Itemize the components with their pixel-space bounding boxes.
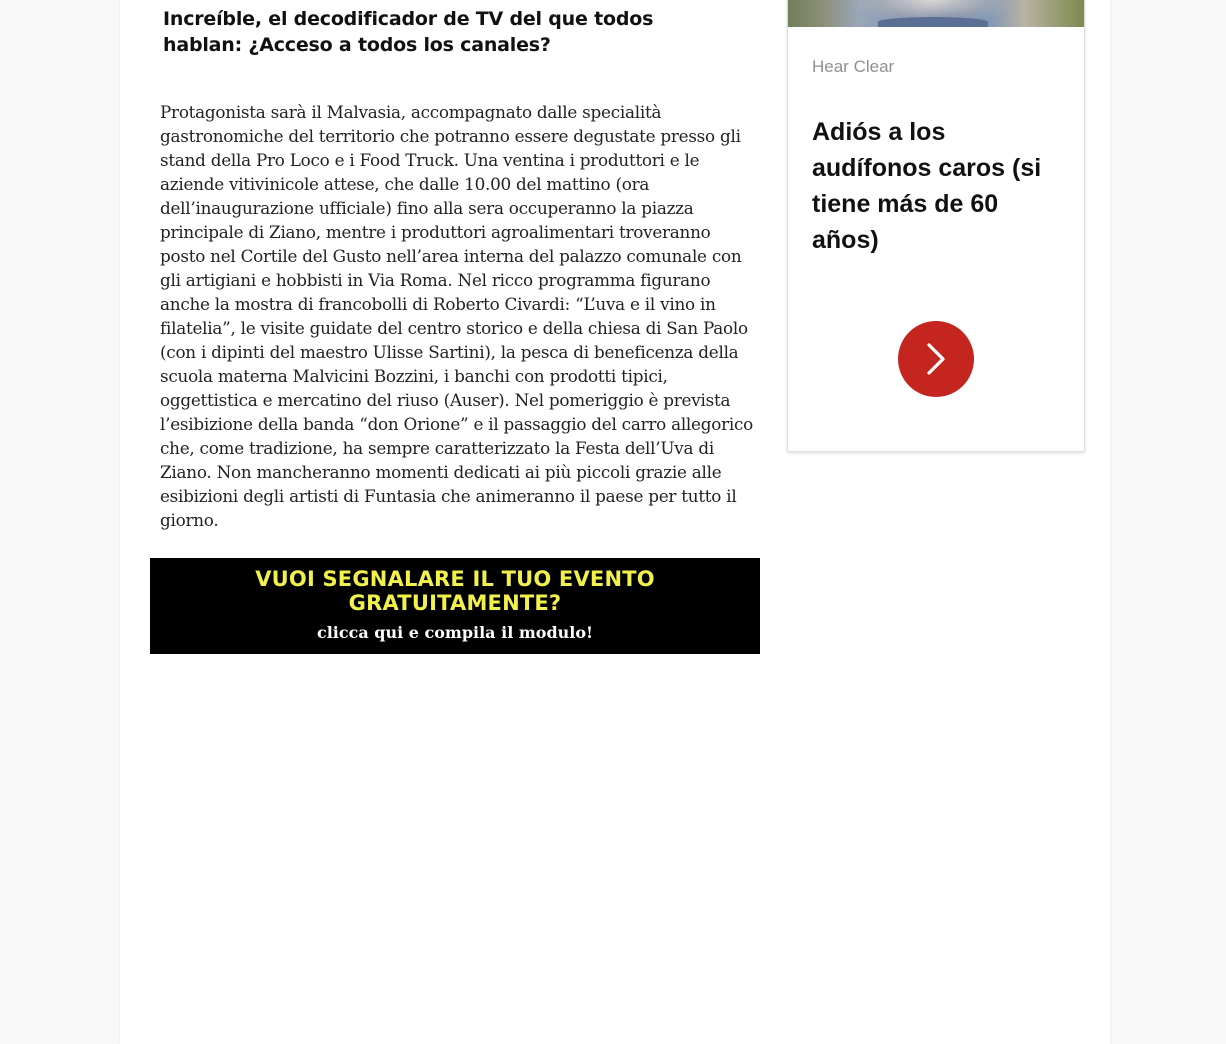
submit-event-banner[interactable] xyxy=(150,558,760,654)
promo-link-title[interactable]: Increíble, el decodificador de TV del que todos hablan: ¿Acceso a todos los canales? xyxy=(163,8,654,56)
sidebar-ad-card[interactable] xyxy=(787,0,1085,452)
ad-next-button[interactable] xyxy=(898,321,974,397)
page-container xyxy=(120,0,1110,1044)
ad-sponsor-label: Hear Clear xyxy=(812,57,895,76)
event-banner-headline: VUOI SEGNALARE IL TUO EVENTO GRATUITAMENTE? xyxy=(255,567,655,615)
ad-photo-shirt xyxy=(878,17,988,27)
event-banner-subline: clicca qui e compila il modulo! xyxy=(316,623,594,642)
article-body-paragraph: Protagonista sarà il Malvasia, accompagnato dalle specialità gastronomiche del territorio che potranno essere degustate presso gli stand della Pro Loco e i Food Truck. Una ventina i produttori e le aziende vitivinicole attese, che dalle 10.00 del mattino (ora dell’inaugurazione ufficiale) fino alla sera occuperanno la piazza principale di Ziano, mentre i produttori agroalimentari troveranno posto nel Cortile del Gusto nell’area interna del palazzo comunale con gli artigiani e hobbisti in Via Roma. Nel ricco programma figurano anche la mostra di francobolli di Roberto Civardi: “L’uva e il vino in filatelia”, le visite guidate del centro storico e della chiesa di San Paolo (con i dipinti del maestro Ulisse Sartini), la pesca di beneficenza della scuola materna Malvicini Bozzini, i banchi con prodotti tipici, oggettistica e mercatino del riuso (Auser). Nel pomeriggio è prevista l’esibizione della banda “don Orione” e il passaggio del carro allegorico che, come tradizione, ha sempre caratterizzato la Festa dell’Uva di Ziano. Non mancheranno momenti dedicati ai più piccoli grazie alle esibizioni degli artisti di Funtasia che animeranno il paese per tutto il giorno. xyxy=(160,102,753,530)
ad-headline[interactable]: Adiós a los audífonos caros (si tiene más de 60 años) xyxy=(812,118,1042,254)
chevron-right-icon xyxy=(920,341,950,377)
ad-photo xyxy=(788,0,1084,27)
